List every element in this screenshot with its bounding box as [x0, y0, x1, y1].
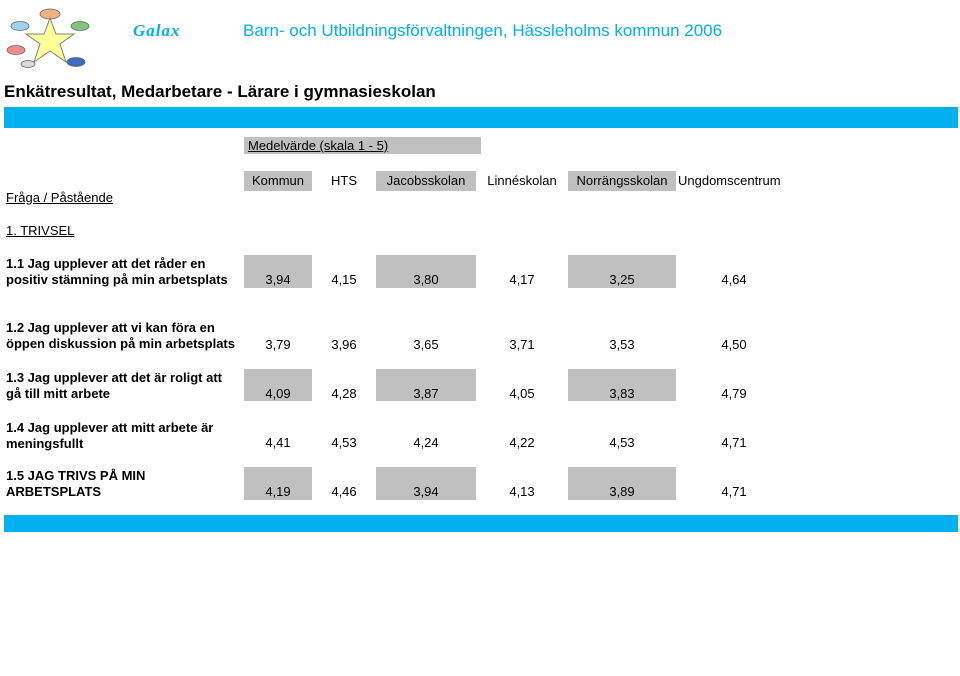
- value-kommun: 3,79: [265, 337, 291, 352]
- value-hts: 4,28: [331, 386, 357, 401]
- value-jacobsskolan: 4,24: [413, 435, 439, 450]
- value-norrangsskolan: 3,89: [609, 484, 635, 499]
- brand-name: Galax: [133, 21, 181, 40]
- column-header-ungdomscentrum: Ungdomscentrum: [678, 173, 781, 188]
- value-hts: 4,46: [331, 484, 357, 499]
- value-hts: 3,96: [331, 337, 357, 352]
- value-jacobsskolan: 3,87: [413, 386, 439, 401]
- value-linneskolan: 4,22: [509, 435, 535, 450]
- header-band: [4, 107, 958, 128]
- value-norrangsskolan: 4,53: [609, 435, 635, 450]
- value-linneskolan: 4,05: [509, 386, 535, 401]
- page-title: Enkätresultat, Medarbetare - Lärare i gymnasieskolan: [4, 82, 436, 101]
- value-jacobsskolan: 3,94: [413, 484, 439, 499]
- row-label-line2: gå till mitt arbete: [6, 386, 111, 401]
- table-row-label: [6, 370, 222, 402]
- column-header-norrangsskolan: Norrängsskolan: [568, 171, 676, 191]
- row-label-line1: 1.5 JAG TRIVS PÅ MIN: [6, 468, 146, 483]
- value-norrangsskolan: 3,25: [609, 272, 635, 287]
- value-linneskolan: 3,71: [509, 337, 535, 352]
- table-row-label: [6, 420, 213, 452]
- table-row-label: [6, 468, 145, 500]
- value-kommun: 4,09: [265, 386, 291, 401]
- star-logo-icon: [6, 4, 94, 72]
- value-ungdomscentrum: 4,50: [721, 337, 747, 352]
- value-linneskolan: 4,17: [509, 272, 535, 287]
- value-ungdomscentrum: 4,64: [721, 272, 747, 287]
- value-linneskolan: 4,13: [509, 484, 535, 499]
- value-kommun: 4,19: [265, 484, 291, 499]
- row-label-line2: positiv stämning på min arbetsplats: [6, 272, 228, 287]
- section-heading: 1. TRIVSEL: [6, 223, 75, 238]
- value-ungdomscentrum: 4,79: [721, 386, 747, 401]
- value-hts: 4,53: [331, 435, 357, 450]
- value-ungdomscentrum: 4,71: [721, 435, 747, 450]
- row-label-line1: 1.3 Jag upplever att det är roligt att: [6, 370, 222, 385]
- value-ungdomscentrum: 4,71: [721, 484, 747, 499]
- row-label-line2: ARBETSPLATS: [6, 484, 102, 499]
- row-label-line1: 1.4 Jag upplever att mitt arbete är: [6, 420, 214, 435]
- table-row-label: [6, 320, 235, 352]
- value-hts: 4,15: [331, 272, 357, 287]
- table-row-label: [6, 256, 228, 288]
- value-jacobsskolan: 3,65: [413, 337, 439, 352]
- column-header-linneskolan: Linnéskolan: [487, 173, 557, 188]
- column-header-jacobsskolan: Jacobsskolan: [376, 171, 476, 191]
- row-label-line1: 1.1 Jag upplever att det råder en: [6, 256, 206, 271]
- value-norrangsskolan: 3,53: [609, 337, 635, 352]
- row-label-line2: öppen diskussion på min arbetsplats: [6, 336, 235, 351]
- value-kommun: 3,94: [265, 272, 291, 287]
- question-column-label: Fråga / Påstående: [6, 190, 113, 205]
- value-jacobsskolan: 3,80: [413, 272, 439, 287]
- column-header-kommun: Kommun: [244, 171, 312, 191]
- row-label-line2: meningsfullt: [6, 436, 84, 451]
- value-norrangsskolan: 3,83: [609, 386, 635, 401]
- value-kommun: 4,41: [265, 435, 291, 450]
- footer-band: [4, 515, 958, 532]
- column-header-hts: HTS: [331, 173, 357, 188]
- measure-label: Medelvärde (skala 1 - 5): [244, 137, 481, 154]
- organization-title: Barn- och Utbildningsförvaltningen, Hässleholms kommun 2006: [243, 21, 723, 40]
- row-label-line1: 1.2 Jag upplever att vi kan föra en: [6, 320, 215, 335]
